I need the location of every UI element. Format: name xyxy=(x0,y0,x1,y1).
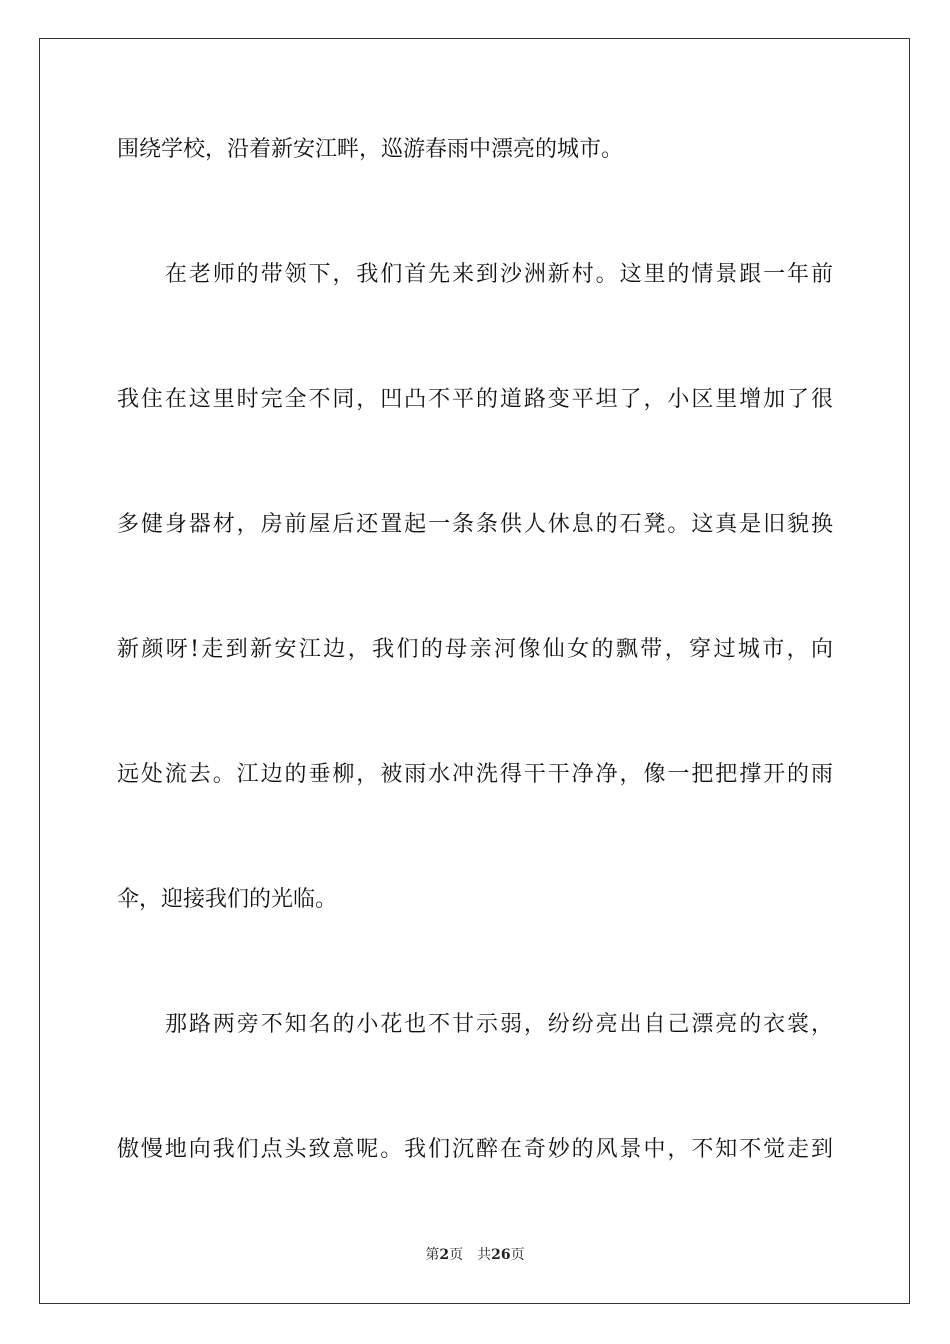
page-number: 2 xyxy=(439,1247,450,1263)
text-line: 新颜呀!走到新安江边，我们的母亲河像仙女的飘带，穿过城市，向 xyxy=(117,637,833,662)
text-line: 傲慢地向我们点头致意呢。我们沉醉在奇妙的风景中，不知不觉走到 xyxy=(117,1137,833,1162)
total-pages: 26 xyxy=(491,1247,511,1263)
text-line: 远处流去。江边的垂柳，被雨水冲洗得干干净净，像一把把撑开的雨 xyxy=(117,762,833,787)
text-line: 围绕学校，沿着新安江畔，巡游春雨中漂亮的城市。 xyxy=(117,137,624,162)
page-prefix: 第 xyxy=(425,1247,440,1263)
text-line: 那路两旁不知名的小花也不甘示弱，纷纷亮出自己漂亮的衣裳， xyxy=(165,1012,833,1037)
page-suffix: 页 xyxy=(449,1247,464,1263)
page-footer xyxy=(0,1246,950,1264)
page-border xyxy=(39,38,910,1304)
text-line: 我住在这里时完全不同，凹凸不平的道路变平坦了，小区里增加了很 xyxy=(117,387,833,412)
text-line: 在老师的带领下，我们首先来到沙洲新村。这里的情景跟一年前 xyxy=(165,262,833,287)
total-suffix: 页 xyxy=(510,1247,525,1263)
text-line: 伞，迎接我们的光临。 xyxy=(117,887,338,912)
total-prefix: 共 xyxy=(477,1247,492,1263)
text-line: 多健身器材，房前屋后还置起一条条供人休息的石凳。这真是旧貌换 xyxy=(117,512,833,537)
